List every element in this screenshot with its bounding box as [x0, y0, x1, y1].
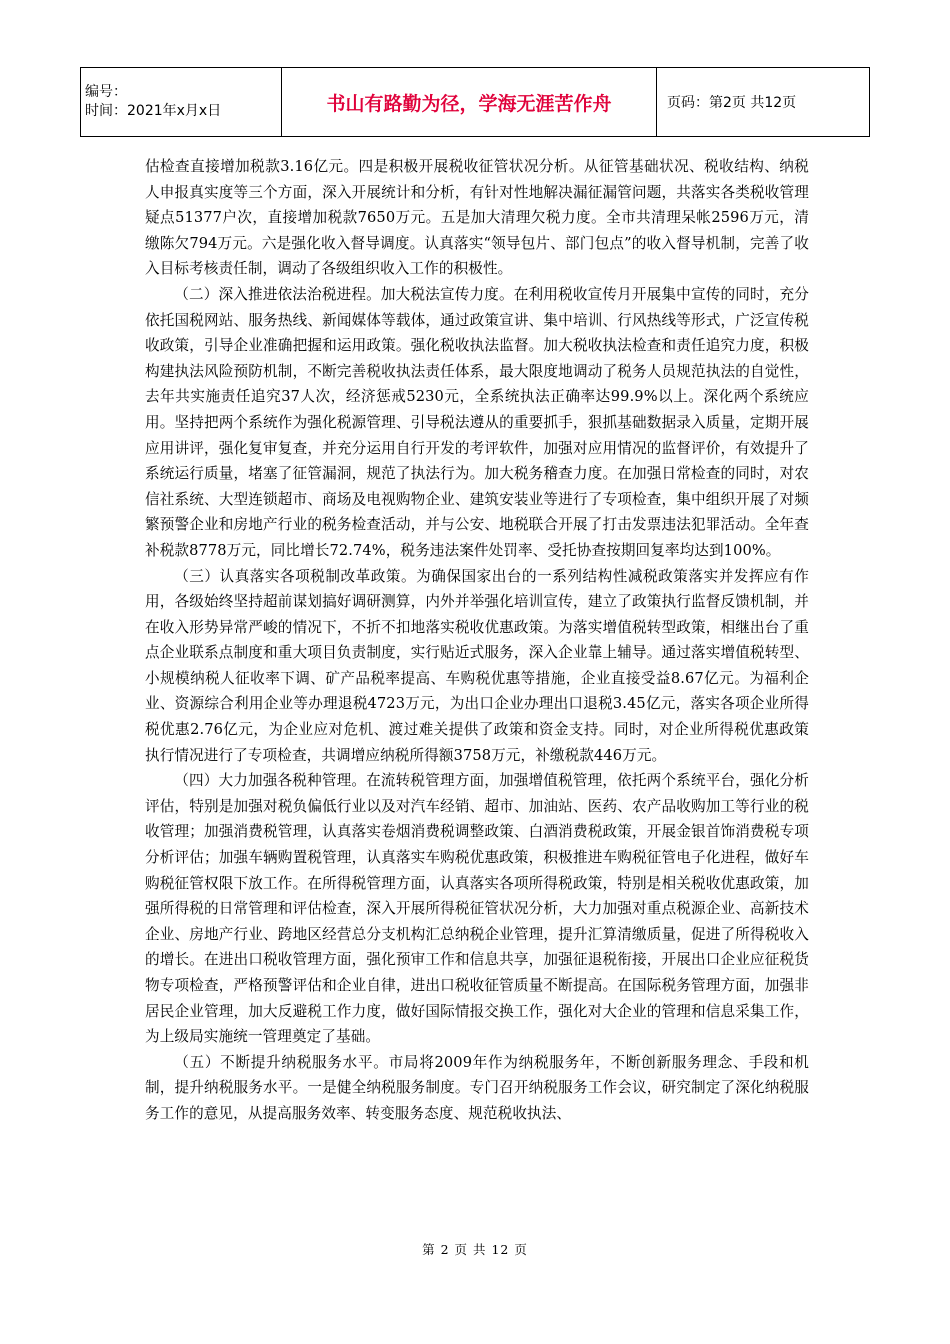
document-body	[145, 154, 809, 1127]
page-footer: 第 2 页 共 12 页	[422, 1242, 528, 1257]
page-header	[80, 67, 870, 137]
body-paragraph: （五）不断提升纳税服务水平。市局将2009年作为纳税服务年，不断创新服务理念、手段和机制，提升纳税服务水平。一是健全纳税服务制度。专门召开纳税服务工作会议，研究制定了深化纳税服务工作的意见，从提高服务效率、转变服务态度、规范税收执法、	[145, 1053, 809, 1122]
document-number-label: 编号：	[85, 84, 127, 100]
header-meta	[81, 68, 282, 137]
header-motto: 书山有路勤为径，学海无涯苦作舟	[282, 68, 657, 137]
body-paragraph: （四）大力加强各税种管理。在流转税管理方面，加强增值税管理，依托两个系统平台，强化分析评估，特别是加强对税负偏低行业以及对汽车经销、超市、加油站、医药、农产品收购加工等行业的税收管理；加强消费税管理，认真落实卷烟消费税调整政策、白酒消费税政策，开展金银首饰消费税专项分析评估；加强车辆购置税管理，认真落实车购税优惠政策，积极推进车购税征管电子化进程，做好车购税征管权限下放工作。在所得税管理方面，认真落实各项所得税政策，特别是相关税收优惠政策，加强所得税的日常管理和评估检查，深入开展所得税征管状况分析，大力加强对重点税源企业、高新技术企业、房地产行业、跨地区经营总分支机构汇总纳税企业管理，提升汇算清缴质量，促进了所得税收入的增长。在进出口税收管理方面，强化预审工作和信息共享，加强征退税衔接，开展出口企业应征税货物专项检查，严格预警评估和企业自律，进出口税收征管质量不断提高。在国际税务管理方面，加强非居民企业管理，加大反避税工作力度，做好国际情报交换工作，强化对大企业的管理和信息采集工作，为上级局实施统一管理奠定了基础。	[145, 772, 809, 1046]
document-time-label: 时间：2021年x月x日	[85, 103, 222, 119]
body-paragraph: 估检查直接增加税款3.16亿元。四是积极开展税收征管状况分析。从征管基础状况、税收结构、纳税人申报真实度等三个方面，深入开展统计和分析，有针对性地解决漏征漏管问题，共落实各类税收管理疑点51377户次，直接增加税款7650万元。五是加大清理欠税力度。全市共清理呆帐2596万元，清缴陈欠794万元。六是强化收入督导调度。认真落实“领导包片、部门包点”的收入督导机制，完善了收入目标考核责任制，调动了各级组织收入工作的积极性。	[145, 158, 809, 278]
body-paragraph: （三）认真落实各项税制改革政策。为确保国家出台的一系列结构性减税政策落实并发挥应有作用，各级始终坚持超前谋划搞好调研测算，内外并举强化培训宣传，建立了政策执行监督反馈机制，并在收入形势异常严峻的情况下，不折不扣地落实税收优惠政策。为落实增值税转型政策，相继出台了重点企业联系点制度和重大项目负责制度，实行贴近式服务，深入企业靠上辅导。通过落实增值税转型、小规模纳税人征收率下调、矿产品税率提高、车购税优惠等措施，企业直接受益8.67亿元。为福利企业、资源综合利用企业等办理退税4723万元，为出口企业办理出口退税3.45亿元，落实各项企业所得税优惠2.76亿元，为企业应对危机、渡过难关提供了政策和资金支持。同时，对企业所得税优惠政策执行情况进行了专项检查，共调增应纳税所得额3758万元，补缴税款446万元。	[145, 567, 809, 764]
body-paragraph: （二）深入推进依法治税进程。加大税法宣传力度。在利用税收宣传月开展集中宣传的同时，充分依托国税网站、服务热线、新闻媒体等载体，通过政策宣讲、集中培训、行风热线等形式，广泛宣传税收政策，引导企业准确把握和运用政策。强化税收执法监督。加大税收执法检查和责任追究力度，积极构建执法风险预防机制，不断完善税收执法责任体系，最大限度地调动了税务人员规范执法的自觉性，去年共实施责任追究37人次，经济惩戒5230元，全系统执法正确率达99.9%以上。深化两个系统应用。坚持把两个系统作为强化税源管理、引导税法遵从的重要抓手，狠抓基础数据录入质量，定期开展应用讲评，强化复审复查，并充分运用自行开发的考评软件，加强对应用情况的监督评价，有效提升了系统运行质量，堵塞了征管漏洞，规范了执法行为。加大税务稽查力度。在加强日常检查的同时，对农信社系统、大型连锁超市、商场及电视购物企业、建筑安装业等进行了专项检查，集中组织开展了对频繁预警企业和房地产行业的税务检查活动，并与公安、地税联合开展了打击发票违法犯罪活动。全年查补税款8778万元，同比增长72.74%，税务违法案件处罚率、受托协查按期回复率均达到100%。	[145, 285, 809, 559]
header-page-info: 页码：第2页 共12页	[657, 68, 870, 137]
